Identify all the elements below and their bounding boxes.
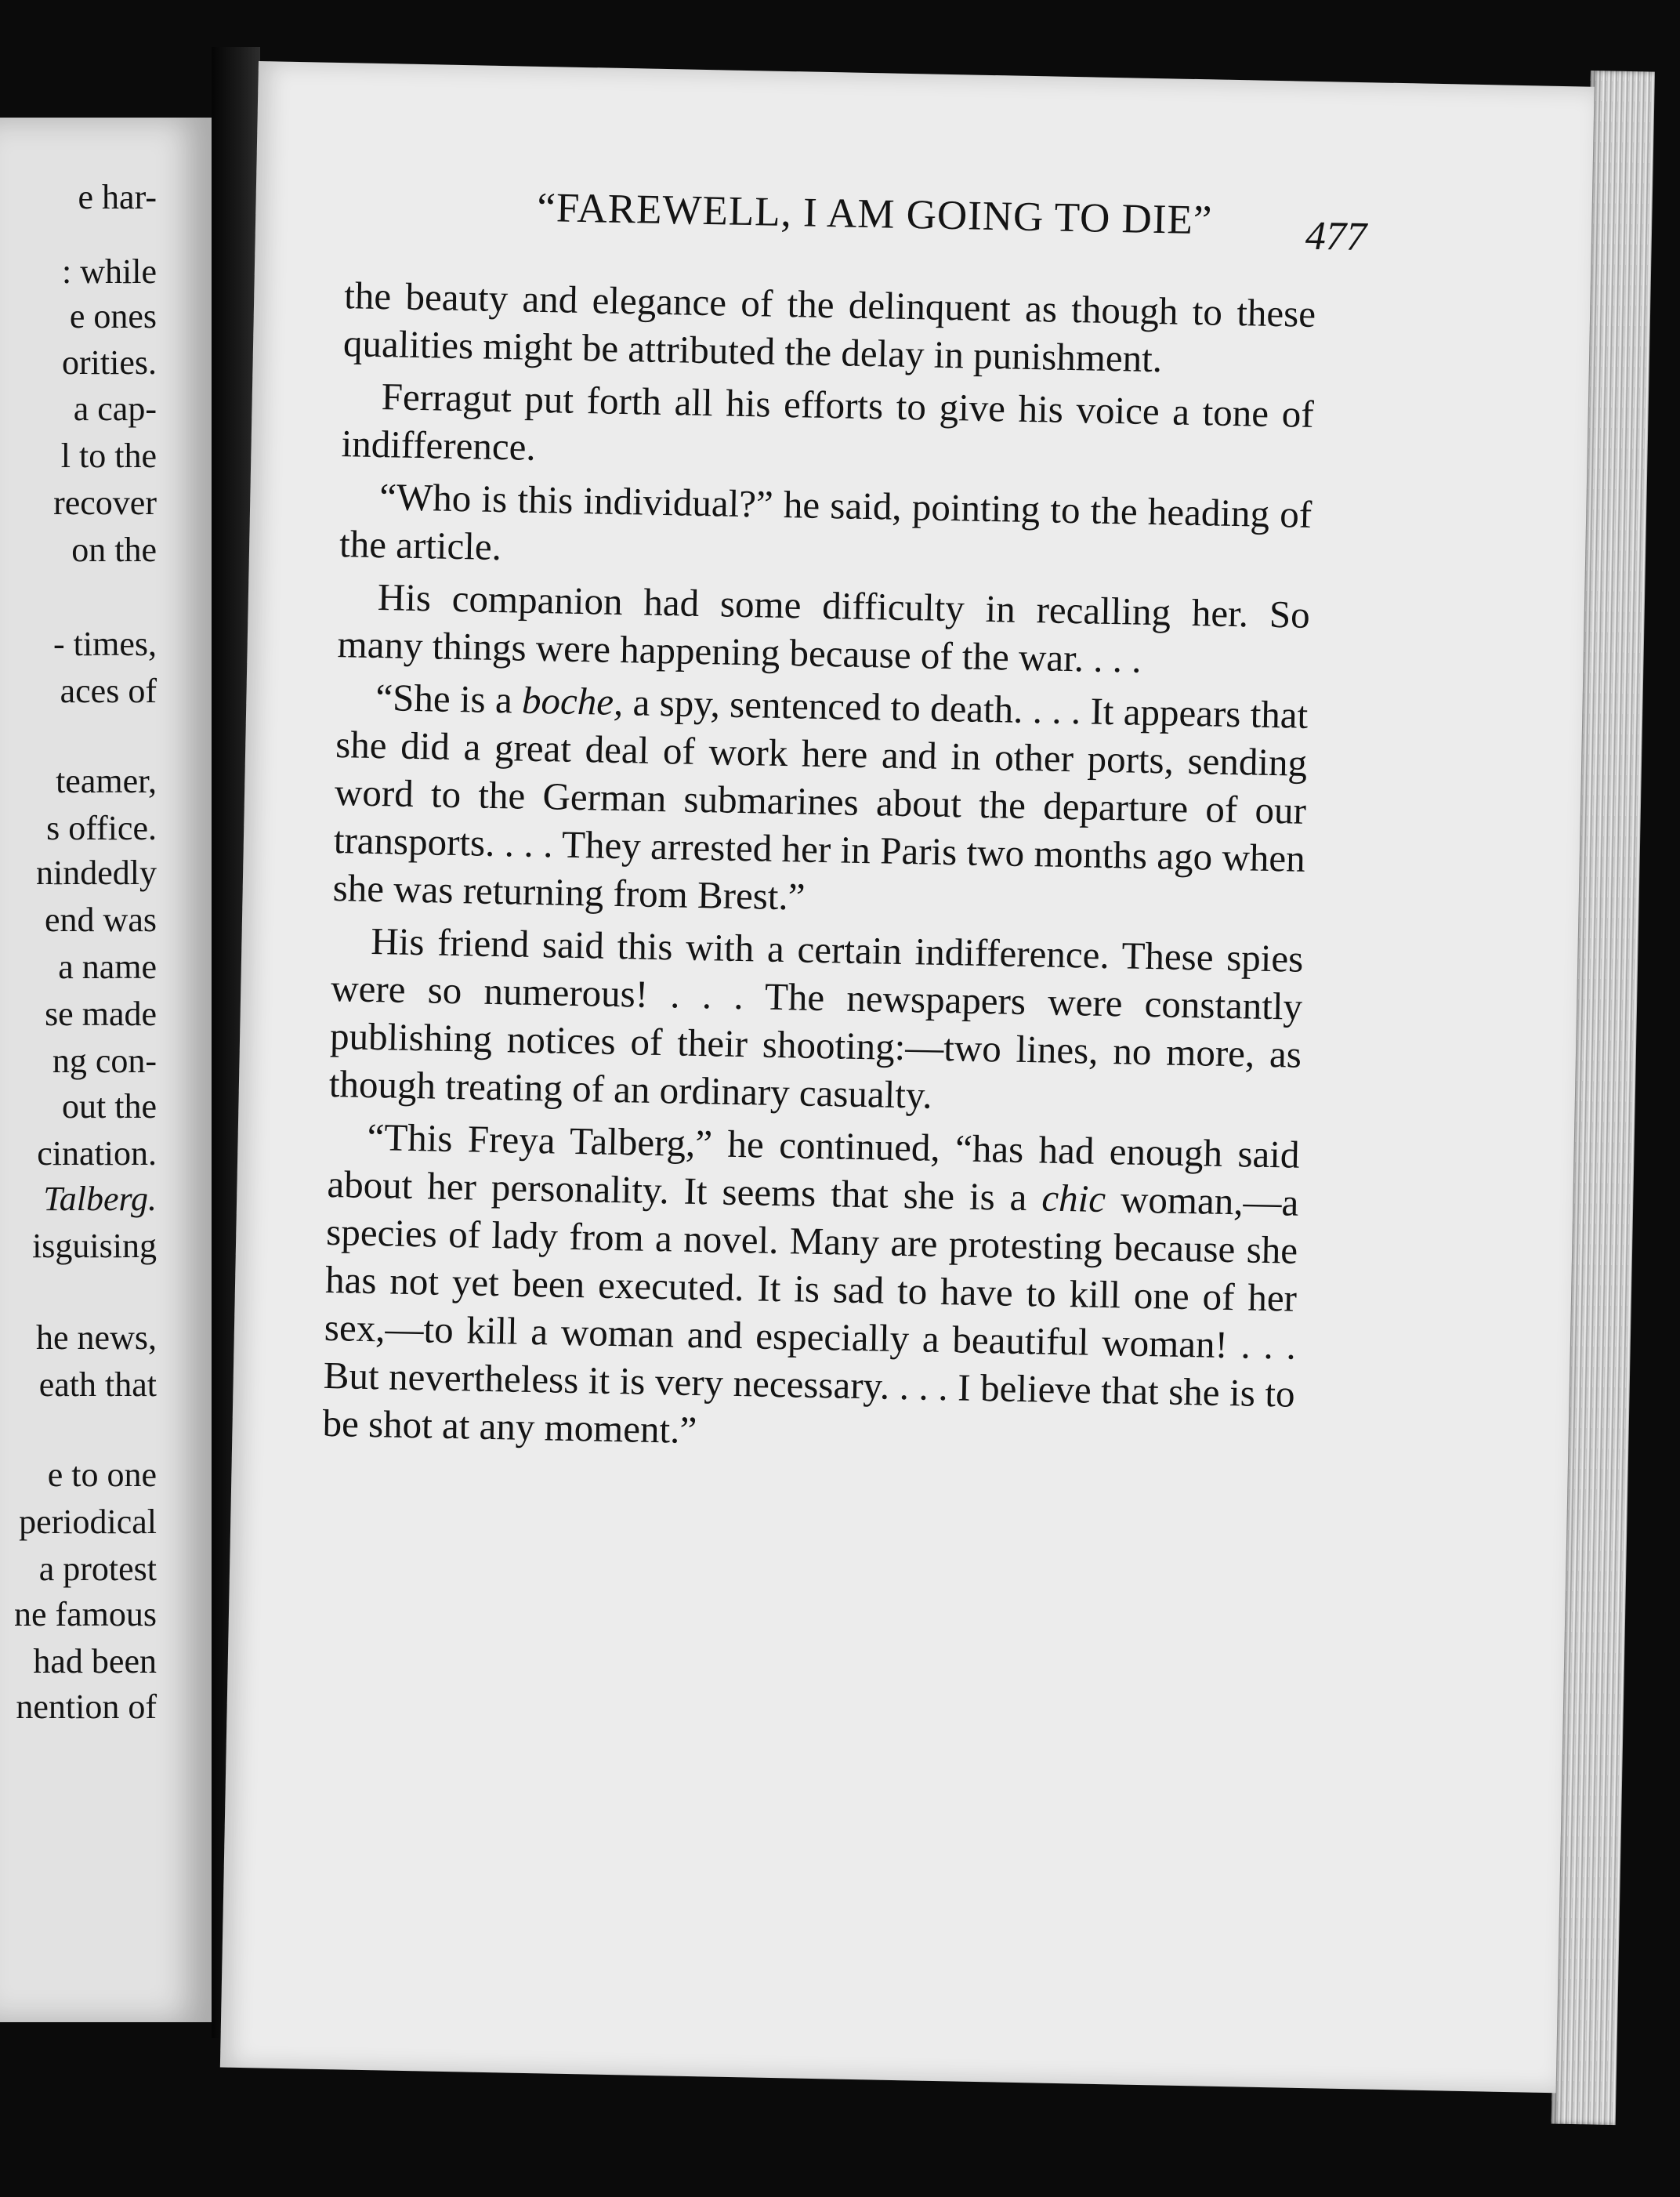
previous-page-line: recover xyxy=(53,484,157,522)
text-run: a spy, sentenced to death. . . . It appears that she did a great deal of work here and in other ports, sending word to the German submarines about the departure of our transports. . . . They arrested her in Paris two months ago when she was returning from Brest.” xyxy=(332,680,1309,919)
paragraph: His companion had some difficulty in recalling her. So many things were happening because of the war. . . . xyxy=(337,575,1311,681)
previous-page-line: e ones xyxy=(69,297,157,335)
paragraph: Ferragut put forth all his efforts to give his voice a tone of indifference. xyxy=(341,375,1315,469)
previous-page-line: a protest xyxy=(38,1550,157,1588)
running-head: “FAREWELL, I AM GOING TO DIE” xyxy=(536,184,1213,244)
previous-page-line: ne famous xyxy=(13,1595,157,1633)
previous-page-line: periodical xyxy=(19,1503,157,1541)
previous-page-line: se made xyxy=(45,995,157,1033)
page-number: 477 xyxy=(1305,213,1367,260)
previous-page-line: isguising xyxy=(32,1227,157,1265)
previous-page-line: end was xyxy=(45,901,157,939)
paragraph: the beauty and elegance of the delinquent as though to these qualities might be attributed the delay in punishment. xyxy=(342,274,1316,381)
previous-page-line: he news, xyxy=(36,1318,157,1357)
previous-page-line: nention of xyxy=(16,1688,157,1726)
paragraph: “Who is this individual?” he said, pointing to the heading of the article. xyxy=(339,475,1312,569)
previous-page-line: out the xyxy=(62,1087,157,1126)
text-run: “This Freya Talberg,” he continued, “has had enough said about her personality. It seems that she is a xyxy=(326,1115,1300,1220)
text-run: woman,—a species of lady from a novel. Many are protesting because she has not yet been executed. It is sad to have to kill one of her sex,—to kill a woman and especially a beautiful woman! . . . But nevertheless it is very necessary. . . . I believe that she is to be shot at any moment.” xyxy=(322,1177,1299,1452)
previous-page-line: - times, xyxy=(53,625,157,663)
previous-page-line: : while xyxy=(62,252,157,291)
previous-page-line: s office. xyxy=(46,809,157,847)
previous-page-line: Talberg. xyxy=(43,1180,157,1218)
previous-page-line: orities. xyxy=(62,343,157,382)
paragraph: His friend said this with a certain indifference. These spies were so numerous! . . . The newspapers were constantly publishing notices of their shooting:—two lines, no more, as though treating of an ordinary casualty. xyxy=(328,919,1304,1117)
previous-page-line: teamer, xyxy=(56,762,157,800)
previous-page-line: on the xyxy=(71,531,157,569)
text-run: “She is a xyxy=(375,676,523,722)
previous-page-line: e to one xyxy=(47,1456,157,1494)
page-header xyxy=(475,183,1494,265)
previous-page-line: l to the xyxy=(60,437,157,475)
italic-word: chic xyxy=(1041,1176,1106,1221)
previous-page-line: nindedly xyxy=(36,854,157,892)
italic-word: boche, xyxy=(521,678,624,724)
previous-page-line: ng con- xyxy=(52,1042,157,1080)
previous-page-fragment xyxy=(0,118,212,2022)
previous-page-line: cination. xyxy=(37,1134,157,1173)
current-page xyxy=(220,61,1595,2093)
paragraph xyxy=(322,1112,1300,1466)
previous-page-line: a cap- xyxy=(73,390,157,428)
previous-page-line: had been xyxy=(33,1642,157,1680)
previous-page-line: aces of xyxy=(60,672,157,710)
paragraph xyxy=(332,673,1309,930)
previous-page-line: eath that xyxy=(38,1365,157,1404)
previous-page-line: a name xyxy=(58,948,157,986)
page-body xyxy=(322,271,1316,1466)
previous-page-line: e har- xyxy=(78,178,157,216)
